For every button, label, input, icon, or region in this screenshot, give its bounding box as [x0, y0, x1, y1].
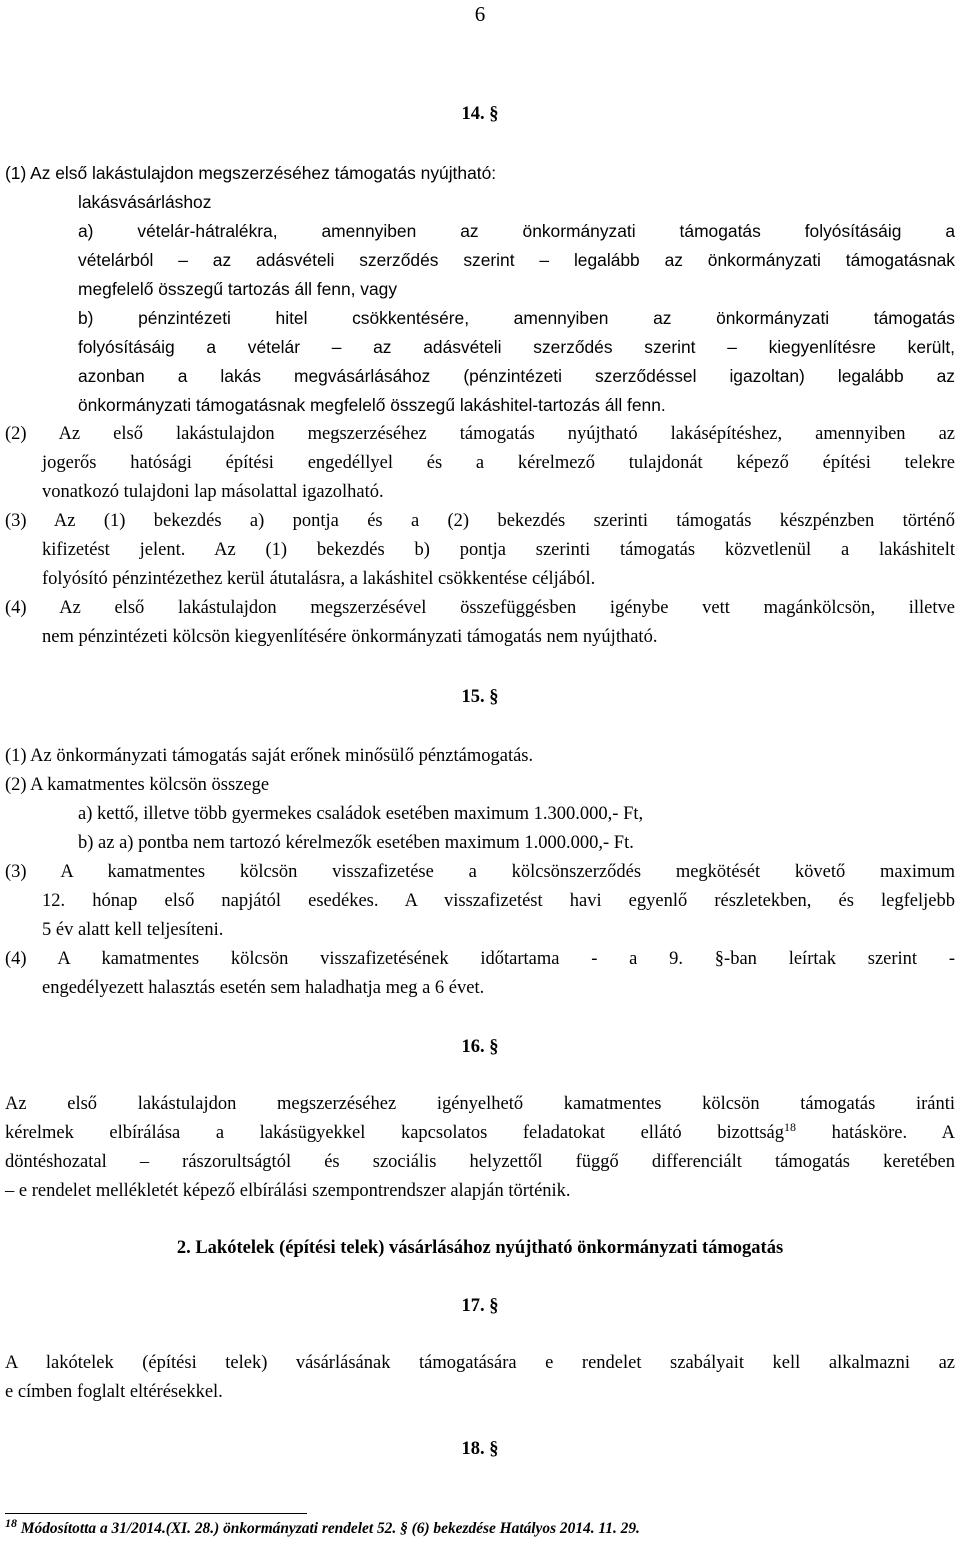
s14-p2-line1: (2) Az első lakástulajdon megszerzéséhez támogatás nyújtható lakásépítéshez, amennyiben az [5, 424, 955, 444]
footnote-text: Módosította a 31/2014.(XI. 28.) önkormányzati rendelet 52. § (6) bekezdése Hatályos 2014. 11. 29. [17, 1520, 640, 1537]
s16-line4: – e rendelet mellékletét képező elbírálási szempontrendszer alapján történik. [5, 1181, 571, 1201]
s14-p1-b-line1: b) pénzintézeti hitel csökkentésére, amennyiben az önkormányzati támogatás [78, 308, 955, 328]
s14-p1-b-line2: folyósításáig a vételár – az adásvételi szerződés szerint – kiegyenlítésre került, [78, 337, 955, 357]
s15-p1: (1) Az önkormányzati támogatás saját erőnek minősülő pénztámogatás. [5, 746, 534, 766]
s14-p3-line1: (3) Az (1) bekezdés a) pontja és a (2) bekezdés szerinti támogatás készpénzben történő [5, 511, 955, 531]
s14-p1-a-line2: vételárból – az adásvételi szerződés szerint – legalább az önkormányzati támogatásnak [78, 250, 955, 270]
section-heading-17: 17. § [461, 1296, 499, 1316]
s17-line1: A lakótelek (építési telek) vásárlásának támogatására e rendelet szabályait kell alkalmazni az [5, 1353, 955, 1373]
s15-p3-line2: 12. hónap első napjától esedékes. A visszafizetést havi egyenlő részletekben, és legfeljebb [42, 891, 955, 911]
s15-p4-line1: (4) A kamatmentes kölcsön visszafizetésének időtartama - a 9. §-ban leírtak szerint - [5, 949, 955, 969]
section-heading-15: 15. § [461, 687, 499, 707]
page-number: 6 [474, 2, 486, 26]
s16-line2-tail: hatásköre. A [796, 1123, 955, 1143]
s14-p4-line1: (4) Az első lakástulajdon megszerzésével összefüggésben igénybe vett magánkölcsön, illetve [5, 598, 955, 618]
s15-p4-line2: engedélyezett halasztás esetén sem haladhatja meg a 6 évet. [42, 978, 485, 998]
section-heading-14: 14. § [461, 104, 499, 124]
s14-p1-b-line4: önkormányzati támogatásnak megfelelő összegű lakáshitel-tartozás áll fenn. [78, 395, 666, 415]
footnote-reference-18[interactable]: 18 [784, 1119, 797, 1134]
s15-p3-line3: 5 év alatt kell teljesíteni. [42, 920, 224, 940]
s14-p1-sub: lakásvásárláshoz [78, 192, 212, 212]
s14-p2-line3: vonatkozó tulajdoni lap másolattal igazolható. [42, 482, 384, 502]
s14-p4-line2: nem pénzintézeti kölcsön kiegyenlítésére önkormányzati támogatás nem nyújtható. [42, 627, 658, 647]
s16-line2-text: kérelmek elbírálása a lakásügyekkel kapcsolatos feladatokat ellátó bizottság [5, 1123, 785, 1143]
footnote-number: 18 [5, 1515, 17, 1530]
section-heading-16: 16. § [461, 1037, 499, 1057]
s17-line2: e címben foglalt eltérésekkel. [5, 1382, 223, 1402]
s15-p2: (2) A kamatmentes kölcsön összege [5, 775, 270, 795]
footnote [5, 1515, 640, 1538]
s14-p2-line2: jogerős hatósági építési engedéllyel és a kérelmező tulajdonát képező építési telekre [42, 453, 955, 473]
s14-p1-intro: (1) Az első lakástulajdon megszerzéséhez támogatás nyújtható: [5, 163, 497, 183]
s15-p2-a: a) kettő, illetve több gyermekes családok esetében maximum 1.300.000,- Ft, [78, 804, 644, 824]
s16-line3: döntéshozatal – rászorultságtól és szociális helyzettől függő differenciált támogatás keretében [5, 1152, 955, 1172]
s14-p1-a-line3: megfelelő összegű tartozás áll fenn, vagy [78, 279, 398, 299]
s15-p2-b: b) az a) pontba nem tartozó kérelmezők esetében maximum 1.000.000,- Ft. [78, 833, 634, 853]
section-heading-18: 18. § [461, 1439, 499, 1459]
s16-line2 [5, 1119, 955, 1144]
s16-line1: Az első lakástulajdon megszerzéséhez igényelhető kamatmentes kölcsön támogatás iránti [5, 1094, 955, 1114]
chapter-title: 2. Lakótelek (építési telek) vásárlásához nyújtható önkormányzati támogatás [176, 1238, 784, 1258]
s14-p3-line3: folyósító pénzintézethez kerül átutalásra, a lakáshitel csökkentése céljából. [42, 569, 596, 589]
s14-p1-b-line3: azonban a lakás megvásárlásához (pénzintézeti szerződéssel igazoltan) legalább az [78, 366, 955, 386]
s15-p3-line1: (3) A kamatmentes kölcsön visszafizetése a kölcsönszerződés megkötését követő maximum [5, 862, 955, 882]
s14-p3-line2: kifizetést jelent. Az (1) bekezdés b) pontja szerinti támogatás közvetlenül a lakáshitelt [42, 540, 955, 560]
footnote-separator [5, 1513, 307, 1514]
s14-p1-a-line1: a) vételár-hátralékra, amennyiben az önkormányzati támogatás folyósításáig a [78, 221, 955, 241]
